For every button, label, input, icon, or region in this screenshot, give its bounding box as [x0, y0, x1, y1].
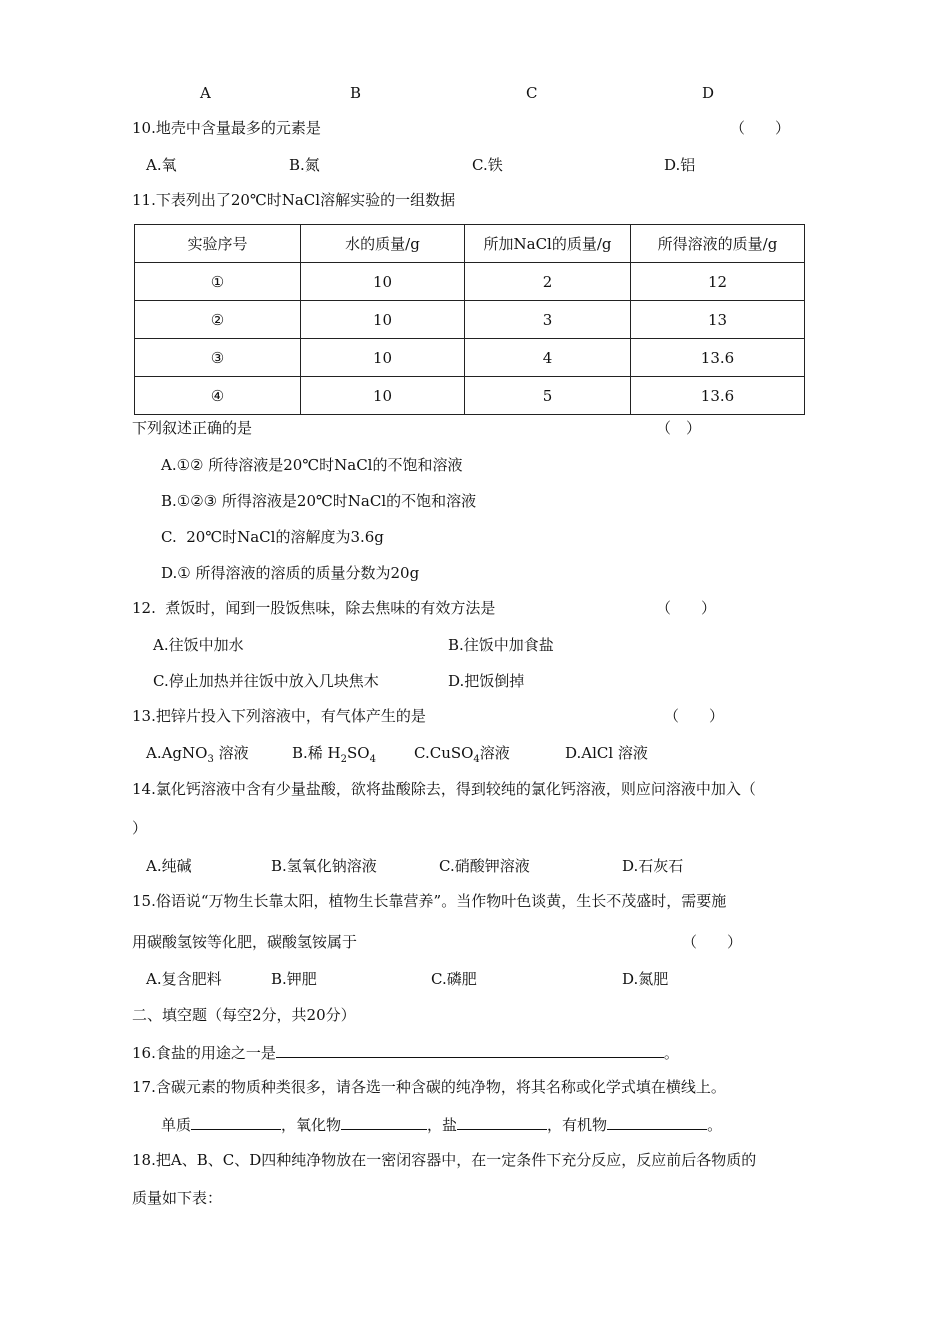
q10-stem: 10.地壳中含量最多的元素是 — [132, 119, 321, 137]
q16-stem: 16.食盐的用途之一是 — [132, 1044, 276, 1062]
q13-answer-paren: （ ） — [664, 707, 725, 725]
q14-option-a: A.纯碱 — [146, 857, 192, 875]
q13-option-a — [146, 743, 249, 770]
q15-option-d: D.氮肥 — [622, 970, 669, 988]
header-letter-b: B — [350, 84, 362, 102]
q12-stem: 12. 煮饭时，闻到一股饭焦味，除去焦味的有效方法是 — [132, 599, 496, 617]
q11-answer-paren: （ ） — [656, 419, 702, 437]
q13-option-b-subscript: 2 — [340, 754, 348, 765]
q13-option-a-subscript: 3 — [207, 754, 214, 765]
q10-option-b: B.氮 — [289, 156, 320, 174]
q10-option-d: D.铝 — [664, 156, 696, 174]
q10-option-a: A.氧 — [146, 156, 177, 174]
table-row — [135, 377, 805, 415]
q13-option-b-subscript: 4 — [369, 754, 376, 765]
q13-stem: 13.把锌片投入下列溶液中，有气体产生的是 — [132, 707, 426, 725]
q10-answer-paren: （ ） — [730, 119, 791, 137]
header-letter-a: A — [200, 84, 211, 102]
q16-end: 。 — [663, 1044, 679, 1062]
table-cell: 12 — [631, 263, 805, 301]
q17-element-blank[interactable] — [191, 1113, 281, 1130]
table-header-cell: 水的质量/g — [301, 225, 465, 263]
q17-stem: 17.含碳元素的物质种类很多，请各选一种含碳的纯净物，将其名称或化学式填在横线上。 — [132, 1078, 726, 1096]
q11-option-b: B.①②③ 所得溶液是20℃时NaCl的不饱和溶液 — [161, 492, 477, 510]
q17-blanks-line — [161, 1113, 722, 1135]
q17-end: 。 — [707, 1116, 723, 1134]
q11-option-d: D.① 所得溶液的溶质的质量分数为20g — [161, 564, 420, 582]
section-title: 二、填空题（每空2分，共20分） — [132, 1006, 356, 1024]
nacl-data-table — [134, 224, 805, 415]
q12-option-d: D.把饭倒掉 — [448, 672, 525, 690]
q11-stem: 11.下表列出了20℃时NaCl溶解实验的一组数据 — [132, 191, 456, 209]
q16-line — [132, 1041, 679, 1063]
q13-option-a-suffix: 溶液 — [213, 744, 249, 762]
q15-option-a: A.复含肥料 — [146, 970, 222, 988]
q13-option-b-text-mid: SO — [347, 744, 370, 762]
q13-option-d: D.AlCl 溶液 — [565, 744, 648, 762]
q10-option-c: C.铁 — [472, 156, 503, 174]
q17-label-organic: ，有机物 — [547, 1116, 608, 1134]
q13-option-b — [292, 743, 376, 770]
q15-stem-continued: 用碳酸氢铵等化肥，碳酸氢铵属于 — [132, 933, 358, 951]
q14-stem-continued: ） — [132, 819, 148, 837]
table-cell: 13 — [631, 301, 805, 339]
q12-option-a: A.往饭中加水 — [153, 636, 244, 654]
q12-option-b: B.往饭中加食盐 — [448, 636, 554, 654]
table-cell: 3 — [465, 301, 631, 339]
table-cell: 5 — [465, 377, 631, 415]
q17-label-oxide: ，氧化物 — [281, 1116, 342, 1134]
q14-stem: 14.氯化钙溶液中含有少量盐酸，欲将盐酸除去，得到较纯的氯化钙溶液，则应问溶液中加入（ — [132, 780, 756, 798]
q15-option-b: B.钾肥 — [271, 970, 317, 988]
q12-answer-paren: （ ） — [656, 599, 717, 617]
table-row — [135, 301, 805, 339]
table-header-row — [135, 225, 805, 263]
table-cell: 2 — [465, 263, 631, 301]
q12-option-c: C.停止加热并往饭中放入几块焦木 — [153, 672, 379, 690]
table-cell: 10 — [301, 301, 465, 339]
q17-salt-blank[interactable] — [457, 1113, 547, 1130]
q17-organic-blank[interactable] — [607, 1113, 707, 1130]
q18-stem-continued: 质量如下表： — [132, 1189, 223, 1207]
q13-option-b-text: B.稀 H — [292, 744, 341, 762]
table-cell: ① — [135, 263, 301, 301]
q13-option-c-suffix: 溶液 — [479, 744, 510, 762]
q17-label-salt: ，盐 — [427, 1116, 458, 1134]
q13-option-c — [414, 743, 510, 770]
table-cell: ② — [135, 301, 301, 339]
q11-option-c: C. 20℃时NaCl的溶解度为3.6g — [161, 528, 384, 546]
table-header-cell: 实验序号 — [135, 225, 301, 263]
q14-option-d: D.石灰石 — [622, 857, 684, 875]
q16-answer-blank[interactable] — [276, 1041, 664, 1058]
table-cell: ③ — [135, 339, 301, 377]
header-letter-c: C — [526, 84, 538, 102]
table-cell: 13.6 — [631, 339, 805, 377]
q18-stem: 18.把A、B、C、D四种纯净物放在一密闭容器中，在一定条件下充分反应，反应前后各物质的 — [132, 1151, 757, 1169]
q11-option-a: A.①② 所待溶液是20℃时NaCl的不饱和溶液 — [161, 456, 463, 474]
q14-option-c: C.硝酸钾溶液 — [439, 857, 530, 875]
q15-stem: 15.俗语说“万物生长靠太阳，植物生长靠营养”。当作物叶色谈黄，生长不茂盛时，需要施 — [132, 892, 727, 910]
q13-option-c-subscript: 4 — [473, 754, 480, 765]
q13-option-a-text: A.AgNO — [146, 744, 208, 762]
q15-answer-paren: （ ） — [682, 933, 743, 951]
table-cell: ④ — [135, 377, 301, 415]
q15-option-c: C.磷肥 — [431, 970, 477, 988]
table-row — [135, 263, 805, 301]
table-cell: 4 — [465, 339, 631, 377]
table-row — [135, 339, 805, 377]
q17-label-element: 单质 — [161, 1116, 192, 1134]
table-cell: 13.6 — [631, 377, 805, 415]
q17-oxide-blank[interactable] — [341, 1113, 427, 1130]
table-header-cell: 所得溶液的质量/g — [631, 225, 805, 263]
q13-option-c-text: C.CuSO — [414, 744, 474, 762]
q11-followup: 下列叙述正确的是 — [132, 419, 253, 437]
table-cell: 10 — [301, 377, 465, 415]
q14-option-b: B.氢氧化钠溶液 — [271, 857, 377, 875]
table-header-cell: 所加NaCl的质量/g — [465, 225, 631, 263]
header-letter-d: D — [702, 84, 715, 102]
table-cell: 10 — [301, 339, 465, 377]
table-cell: 10 — [301, 263, 465, 301]
